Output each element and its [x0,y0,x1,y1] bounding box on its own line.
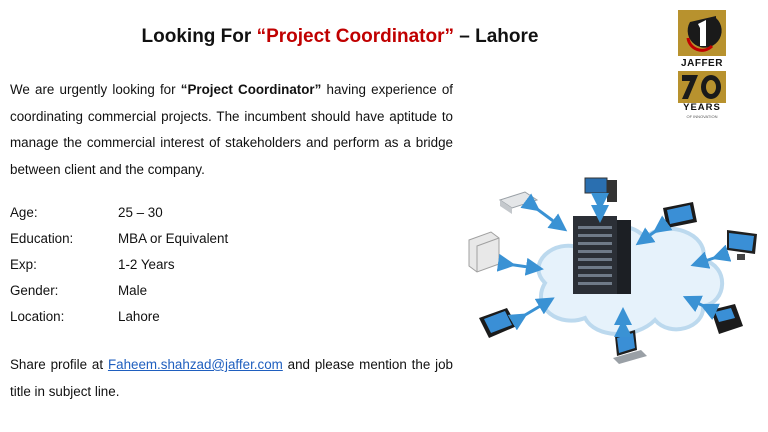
share-prefix: Share profile at [10,357,108,372]
title-prefix: Looking For [141,26,257,47]
printer-icon [469,232,499,272]
job-title [0,26,680,48]
detail-label: Age: [10,205,38,220]
jaffer-logo [676,8,742,118]
blackberry-phone-icon [711,304,743,334]
intro-role: “Project Coordinator” [180,82,322,97]
anniversary-70-icon [678,71,726,103]
requirements-list [10,200,228,330]
detail-value: 25 – 30 [118,205,163,220]
detail-value: Lahore [118,309,160,324]
share-suffix: and please mention the job title in subject line. [10,357,453,399]
detail-row-experience [10,252,228,278]
detail-row-location [10,304,228,330]
share-instructions [10,352,453,405]
detail-label: Exp: [10,257,37,272]
email-link[interactable]: Faheem.shahzad@jaffer.com [107,357,283,372]
detail-label: Education: [10,231,74,246]
logo-years: YEARS [683,102,721,113]
title-suffix: – Lahore [453,26,539,47]
tablet-icon [663,202,697,228]
intro-part1: We are urgently looking for [10,82,181,97]
jaffer-emblem-icon [676,8,728,58]
title-role: “Project Coordinator” [256,26,454,47]
smartphone-icon [479,308,517,338]
detail-row-gender [10,278,228,304]
router-icon [500,192,537,214]
intro-part2: having experience of coordinating commercial projects. The incumbent should have aptitude to manage the commercial interest of stakeholders and perform as a bridge between client and the company. [10,82,453,177]
desktop-computer-icon [585,178,617,202]
detail-row-education [10,226,228,252]
detail-row-age [10,200,228,226]
detail-value: Male [118,283,148,298]
logo-tagline: OF INNOVATION [686,114,718,119]
detail-value: MBA or Equivalent [118,231,229,246]
server-rack-icon [573,216,631,294]
logo-brand: JAFFER [681,58,723,69]
monitor-icon [727,230,757,260]
detail-label: Location: [10,309,65,324]
detail-label: Gender: [10,283,59,298]
cloud-network-illustration [465,168,765,423]
detail-value: 1-2 Years [118,257,175,272]
laptop-icon [613,330,647,364]
intro-paragraph [10,77,453,183]
